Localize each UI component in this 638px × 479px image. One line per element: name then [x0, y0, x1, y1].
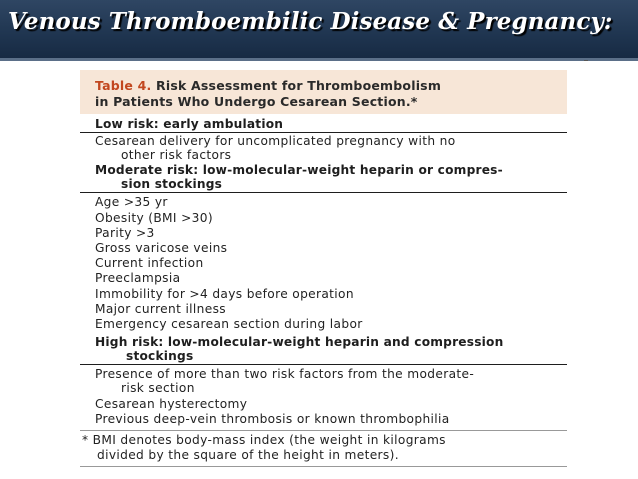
slide-title: Venous Thromboembilic Disease & Pregnancy: [8, 8, 613, 35]
caption-tag: Table 4. [95, 78, 152, 93]
list-item: Cesarean delivery for uncomplicated pregnancy with no [95, 134, 456, 148]
table-bottom-rule [80, 466, 567, 467]
footnote-line-2: divided by the square of the height in meters). [97, 448, 399, 462]
list-item: Major current illness [95, 302, 226, 316]
list-item: Age >35 yr [95, 195, 168, 209]
caption-line-2: in Patients Who Undergo Cesarean Section.* [95, 94, 418, 109]
list-item: Parity >3 [95, 226, 155, 240]
list-item: Gross varicose veins [95, 241, 228, 255]
section-divider [80, 192, 567, 193]
caption-title: Risk Assessment for Thromboembolism [156, 78, 442, 93]
list-item: Obesity (BMI >30) [95, 211, 213, 225]
decorative-dash [584, 60, 588, 61]
list-item: Preeclampsia [95, 271, 181, 285]
high-risk-heading-1: High risk: low-molecular-weight heparin and compression [95, 335, 504, 349]
moderate-risk-heading-2: sion stockings [121, 177, 223, 191]
slide-title-bar [0, 0, 638, 58]
high-risk-heading-2: stockings [126, 349, 194, 363]
list-item: other risk factors [121, 148, 232, 162]
caption-line-1 [95, 78, 441, 93]
section-divider [80, 364, 567, 365]
footnote-divider [80, 430, 567, 431]
section-divider [80, 132, 567, 133]
list-item: risk section [121, 381, 195, 395]
list-item: Presence of more than two risk factors from the moderate- [95, 367, 475, 381]
table-caption [80, 70, 567, 114]
list-item: Cesarean hysterectomy [95, 397, 248, 411]
list-item: Immobility for >4 days before operation [95, 287, 354, 301]
risk-assessment-table [80, 70, 567, 470]
low-risk-heading: Low risk: early ambulation [95, 117, 284, 131]
title-divider [0, 58, 638, 61]
moderate-risk-heading-1: Moderate risk: low-molecular-weight heparin or compres- [95, 163, 503, 177]
list-item: Emergency cesarean section during labor [95, 317, 363, 331]
list-item: Current infection [95, 256, 204, 270]
footnote-line-1: * BMI denotes body-mass index (the weight in kilograms [82, 433, 446, 447]
list-item: Previous deep-vein thrombosis or known thrombophilia [95, 412, 450, 426]
